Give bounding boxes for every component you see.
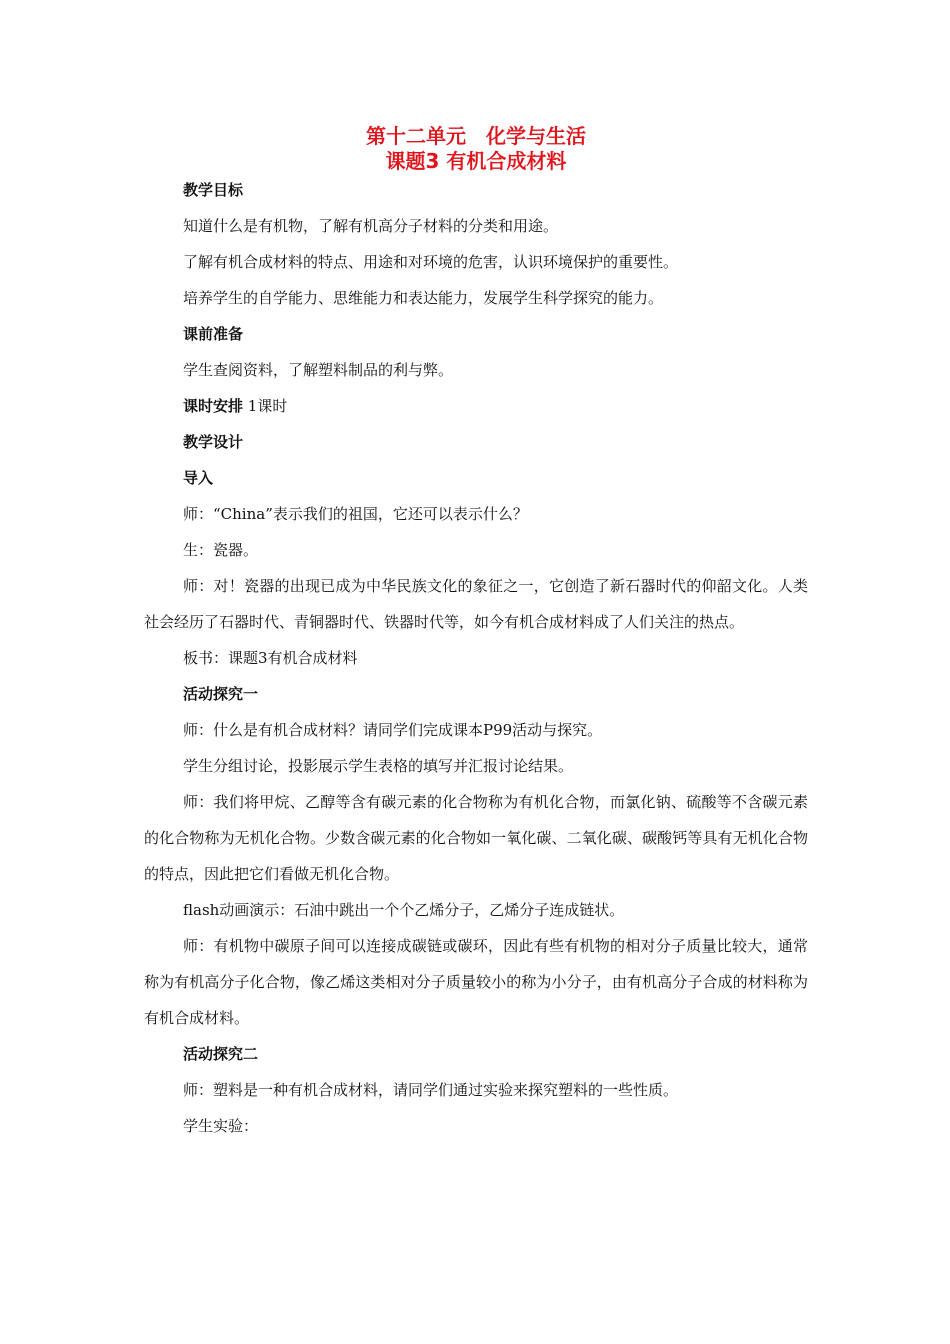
dialogue-line: 学生实验： [183,1117,259,1135]
activity2-heading: 活动探究二 [183,1045,259,1063]
prep-heading: 课前准备 [183,325,244,343]
objectives-heading: 教学目标 [183,181,244,199]
lesson-title: 课题3 有机合成材料 [385,149,567,173]
schedule-text: 1课时 [243,397,288,415]
intro-heading: 导入 [183,469,214,487]
intro-paragraph: 师：对！瓷器的出现已成为中华民族文化的象征之一，它创造了新石器时代的仰韶文化。人类社会经历了石器时代、青铜器时代、铁器时代等，如今有机合成材料成了人们关注的热点。 [144,577,808,631]
schedule-line [144,388,808,424]
unit-title: 第十二单元 化学与生活 [366,124,586,148]
objective-item: 了解有机合成材料的特点、用途和对环境的危害，认识环境保护的重要性。 [183,253,679,271]
prep-text: 学生查阅资料，了解塑料制品的利与弊。 [183,361,454,379]
dialogue-line: 生：瓷器。 [183,541,259,559]
document-page [144,124,808,1144]
dialogue-line: 师：塑料是一种有机合成材料，请同学们通过实验来探究塑料的一些性质。 [183,1081,679,1099]
activity1-paragraph: 师：我们将甲烷、乙醇等含有碳元素的化合物称为有机化合物，而氯化钠、硫酸等不含碳元素的化合物称为无机化合物。少数含碳元素的化合物如一氧化碳、二氧化碳、碳酸钙等具有无机化合物的特点，因此把它们看做无机化合物。 [144,793,808,883]
board-note: 板书：课题3有机合成材料 [183,649,358,667]
activity1-heading: 活动探究一 [183,685,259,703]
design-heading: 教学设计 [183,433,244,451]
flash-demo-line: flash动画演示：石油中跳出一个个乙烯分子，乙烯分子连成链状。 [183,901,625,919]
schedule-heading: 课时安排 [183,397,244,415]
dialogue-line: 师：“China”表示我们的祖国，它还可以表示什么？ [183,505,528,523]
document-title [144,124,808,174]
objective-item: 知道什么是有机物，了解有机高分子材料的分类和用途。 [183,217,559,235]
dialogue-line: 学生分组讨论，投影展示学生表格的填写并汇报讨论结果。 [183,757,574,775]
objective-item: 培养学生的自学能力、思维能力和表达能力，发展学生科学探究的能力。 [183,289,664,307]
activity1-paragraph: 师：有机物中碳原子间可以连接成碳链或碳环，因此有些有机物的相对分子质量比较大，通常称为有机高分子化合物，像乙烯这类相对分子质量较小的称为小分子，由有机高分子合成的材料称为有机合成材料。 [144,937,808,1027]
dialogue-line: 师：什么是有机合成材料？请同学们完成课本P99活动与探究。 [183,721,603,739]
